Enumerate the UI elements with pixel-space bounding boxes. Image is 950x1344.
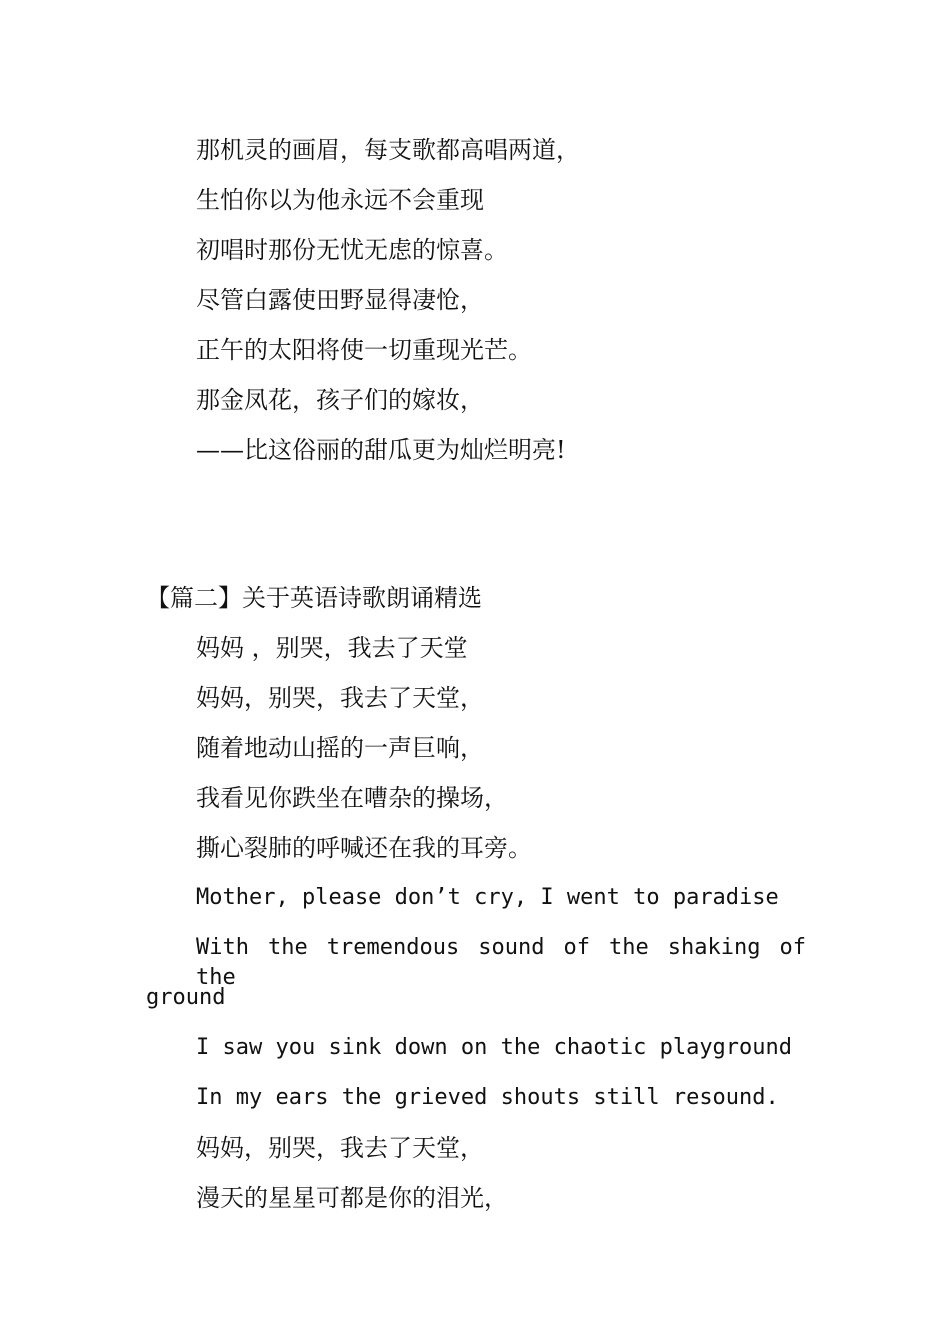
- poem-line: 随着地动山摇的一声巨响，: [196, 734, 484, 762]
- poem-line: 妈妈，别哭，我去了天堂，: [196, 684, 484, 712]
- english-line: In my ears the grieved shouts still resound.: [196, 1085, 779, 1110]
- poem-line: 妈妈，别哭，我去了天堂，: [196, 1134, 484, 1162]
- poem-line: 正午的太阳将使一切重现光芒。: [196, 336, 532, 364]
- poem-line: 漫天的星星可都是你的泪光，: [196, 1184, 508, 1212]
- poem-line: 尽管白露使田野显得凄怆，: [196, 286, 484, 314]
- poem-line: 撕心裂肺的呼喊还在我的耳旁。: [196, 834, 532, 862]
- poem-line: 初唱时那份无忧无虑的惊喜。: [196, 236, 508, 264]
- english-line: I saw you sink down on the chaotic playground: [196, 1035, 793, 1060]
- poem-line: ——比这俗丽的甜瓜更为灿烂明亮!: [196, 436, 566, 464]
- english-line-continuation: ground: [146, 985, 226, 1010]
- english-line: Mother, please don’t cry, I went to paradise: [196, 885, 779, 910]
- poem-line: 那金凤花，孩子们的嫁妆，: [196, 386, 484, 414]
- poem-line: 我看见你跌坐在嘈杂的操场，: [196, 784, 508, 812]
- english-line: With the tremendous sound of the shaking of the: [196, 935, 806, 990]
- section-heading: 【篇二】关于英语诗歌朗诵精选: [146, 584, 482, 612]
- poem-title: 妈妈 ，别哭，我去了天堂: [196, 634, 468, 662]
- poem-line: 生怕你以为他永远不会重现: [196, 186, 484, 214]
- poem-line: 那机灵的画眉，每支歌都高唱两道，: [196, 136, 580, 164]
